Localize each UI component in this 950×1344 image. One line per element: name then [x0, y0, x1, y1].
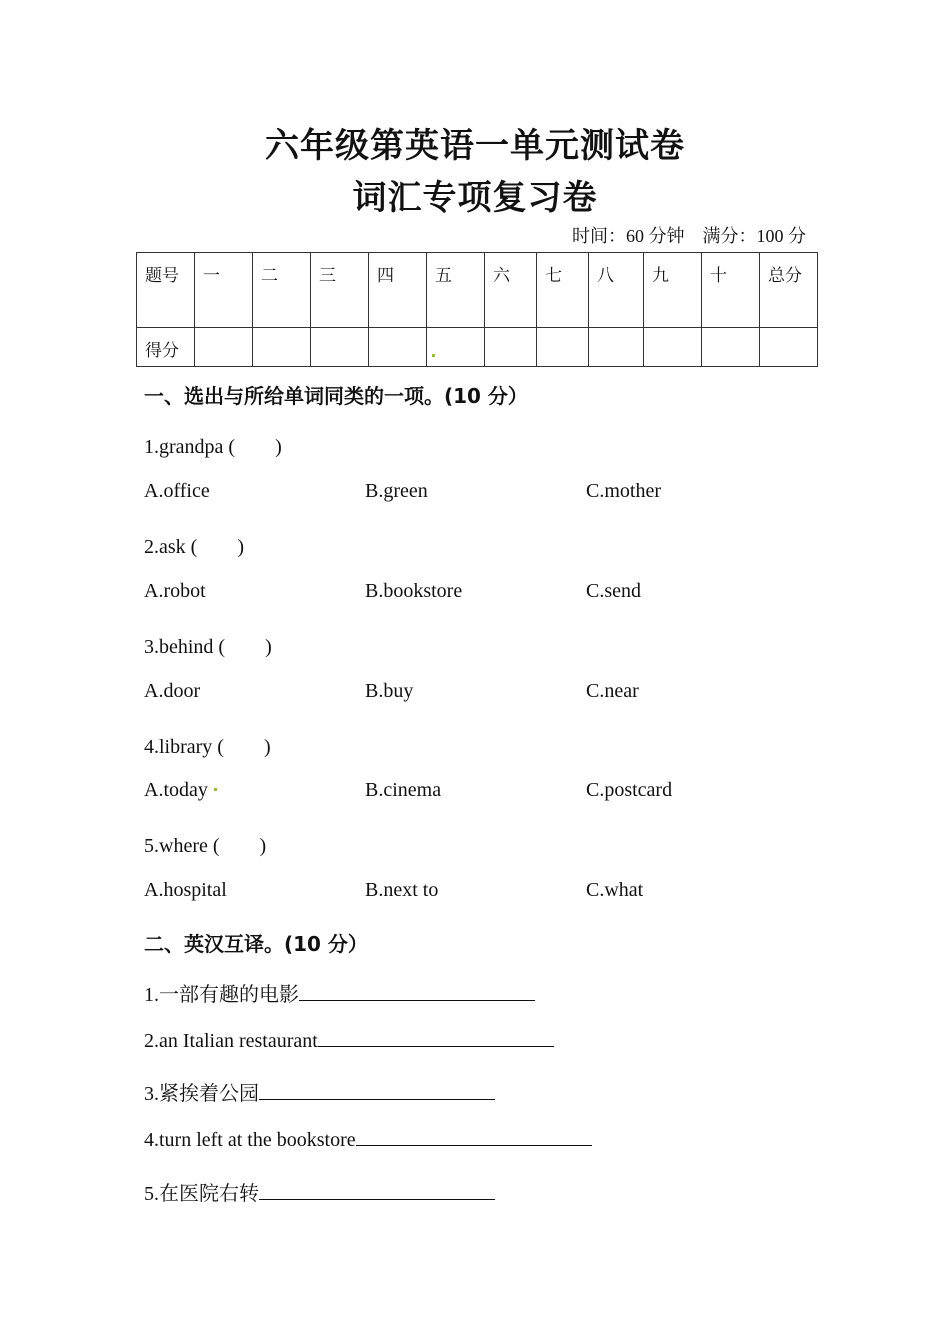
question-stem: 1.grandpa ( ) — [144, 436, 282, 458]
option-a: A.office — [144, 480, 210, 502]
score-header-cell: 一 — [195, 253, 253, 328]
page-title: 六年级第英语一单元测试卷 — [265, 126, 685, 166]
score-cell[interactable] — [589, 328, 644, 367]
stray-mark — [432, 354, 435, 357]
score-cell[interactable] — [195, 328, 253, 367]
answer-blank[interactable] — [356, 1127, 592, 1146]
option-a: A.hospital — [144, 879, 227, 901]
answer-blank[interactable] — [318, 1028, 554, 1047]
option-a: A.robot — [144, 580, 206, 602]
option-b: B.buy — [365, 680, 414, 702]
answer-blank[interactable] — [259, 1181, 495, 1200]
translation-text: 4.turn left at the bookstore — [144, 1129, 356, 1151]
score-cell[interactable] — [253, 328, 311, 367]
score-cell[interactable] — [427, 328, 485, 367]
score-cell[interactable] — [537, 328, 589, 367]
score-header-cell: 总分 — [760, 253, 818, 328]
option-c: C.send — [586, 580, 641, 602]
option-b: B.cinema — [365, 779, 442, 801]
translation-item — [144, 1177, 495, 1206]
answer-blank[interactable] — [259, 1081, 495, 1100]
option-c: C.mother — [586, 480, 661, 502]
page-subtitle: 词汇专项复习卷 — [352, 178, 598, 218]
option-b: B.bookstore — [365, 580, 463, 602]
option-a: A.today — [144, 779, 208, 801]
full-score: 满分：100 分 — [702, 226, 806, 246]
score-cell[interactable] — [485, 328, 537, 367]
score-cell[interactable] — [760, 328, 818, 367]
question-stem: 3.behind ( ) — [144, 636, 272, 658]
score-cell[interactable] — [311, 328, 369, 367]
score-cell[interactable] — [702, 328, 760, 367]
translation-item — [144, 978, 535, 1007]
option-c: C.postcard — [586, 779, 673, 801]
exam-meta — [572, 222, 806, 248]
answer-blank[interactable] — [299, 982, 535, 1001]
score-header-cell: 七 — [537, 253, 589, 328]
question-stem: 5.where ( ) — [144, 835, 267, 857]
score-header-cell: 二 — [253, 253, 311, 328]
score-header-cell: 四 — [369, 253, 427, 328]
option-c: C.what — [586, 879, 644, 901]
section-heading-2: 二、英汉互译。(10 分） — [144, 932, 368, 956]
score-header-cell: 九 — [644, 253, 702, 328]
score-header-cell: 五 — [427, 253, 485, 328]
stray-mark — [214, 788, 217, 791]
option-b: B.green — [365, 480, 428, 502]
option-c: C.near — [586, 680, 639, 702]
time-limit: 时间：60 分钟 — [572, 226, 685, 246]
question-stem: 4.library ( ) — [144, 736, 271, 758]
question-stem: 2.ask ( ) — [144, 536, 244, 558]
score-header-cell: 六 — [485, 253, 537, 328]
translation-item — [144, 1028, 554, 1053]
score-row-label: 得分 — [137, 328, 195, 367]
translation-text: 3.紧挨着公园 — [144, 1083, 259, 1105]
score-header-cell: 题号 — [137, 253, 195, 328]
option-b: B.next to — [365, 879, 439, 901]
score-cell[interactable] — [644, 328, 702, 367]
score-table — [136, 252, 818, 367]
option-a: A.door — [144, 680, 201, 702]
section-heading-1: 一、选出与所给单词同类的一项。(10 分） — [144, 384, 528, 408]
translation-item — [144, 1127, 592, 1152]
translation-item — [144, 1077, 495, 1106]
translation-text: 1.一部有趣的电影 — [144, 984, 299, 1006]
score-header-cell: 十 — [702, 253, 760, 328]
score-header-cell: 三 — [311, 253, 369, 328]
score-header-cell: 八 — [589, 253, 644, 328]
translation-text: 5.在医院右转 — [144, 1183, 259, 1205]
translation-text: 2.an Italian restaurant — [144, 1030, 318, 1052]
score-cell[interactable] — [369, 328, 427, 367]
